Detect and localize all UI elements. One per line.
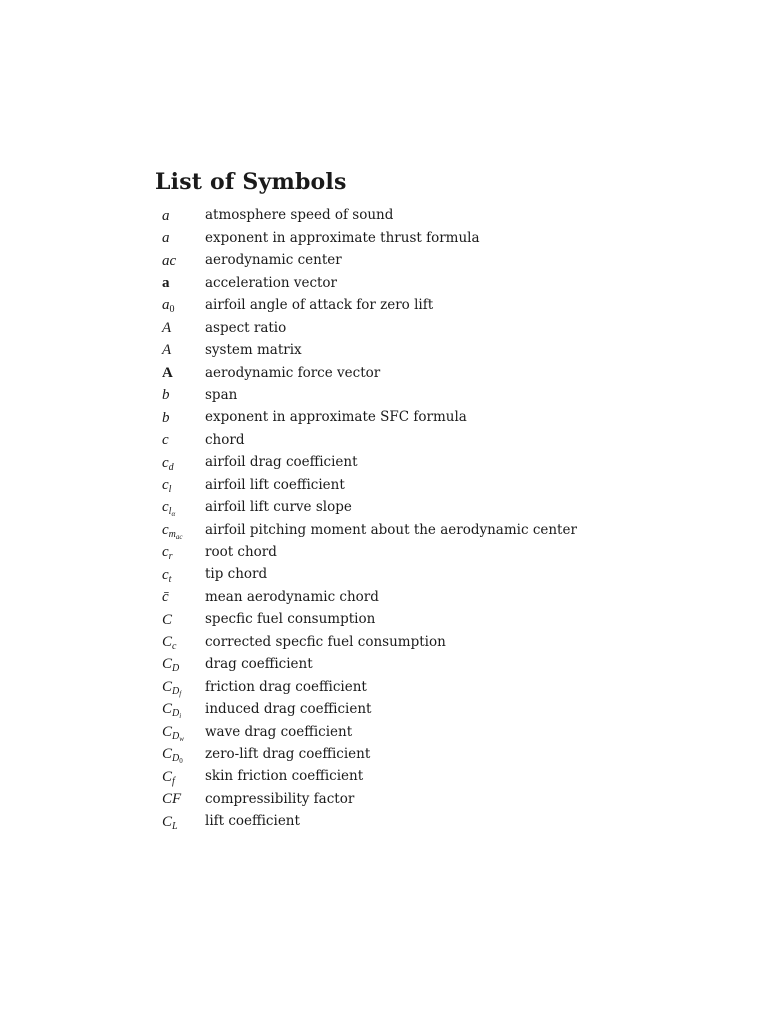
symbol-description: system matrix <box>205 342 302 359</box>
symbol-description: exponent in approximate thrust formula <box>205 229 480 246</box>
symbol-description: airfoil pitching moment about the aerodynamic center <box>205 521 577 538</box>
symbol-description: acceleration vector <box>205 274 338 291</box>
symbol <box>162 792 205 807</box>
symbol <box>162 723 205 743</box>
symbol-description: aerodynamic force vector <box>205 364 381 381</box>
symbol-base: C <box>162 813 173 830</box>
symbol-base: C <box>162 701 173 718</box>
symbol-description: root chord <box>205 544 277 561</box>
symbol-subscript: d <box>168 461 174 473</box>
symbol <box>162 276 205 291</box>
symbol <box>162 590 205 605</box>
symbol-subscript: c <box>172 641 177 653</box>
symbol-description: airfoil drag coefficient <box>205 454 358 471</box>
symbol-subscript: f <box>172 775 175 787</box>
symbol-sub-subscript: w <box>179 734 184 743</box>
symbol-description: friction drag coefficient <box>205 678 367 695</box>
symbol-row <box>162 811 577 833</box>
symbol <box>162 254 205 269</box>
symbol-base: c <box>162 499 169 516</box>
symbol <box>162 499 205 519</box>
symbol-sub-subscript: α <box>171 510 176 519</box>
symbol-sub-subscript: i <box>179 712 182 721</box>
symbol-base: C <box>162 678 173 695</box>
symbol-row <box>162 272 577 294</box>
symbol-description: specfic fuel consumption <box>205 611 376 628</box>
symbol <box>162 366 205 381</box>
symbol-sub-subscript: 0 <box>179 757 183 766</box>
symbol <box>162 343 205 358</box>
symbol-row <box>162 205 577 227</box>
symbol-row <box>162 699 577 721</box>
symbol-row <box>162 227 577 249</box>
symbol <box>162 613 205 628</box>
symbol-description: zero-lift drag coefficient <box>205 745 371 762</box>
symbol-row <box>162 295 577 317</box>
symbol-row <box>162 744 577 766</box>
symbol-base: c̄ <box>162 589 169 606</box>
symbol-subscript: r <box>168 551 173 563</box>
symbol-subscript: l <box>168 483 172 495</box>
symbol-base: c <box>162 521 169 538</box>
symbol-base: C <box>162 656 173 673</box>
symbol-base: c <box>162 544 169 561</box>
symbol <box>162 231 205 246</box>
symbol-base: a <box>162 230 170 247</box>
symbol-row <box>162 654 577 676</box>
symbol-description: airfoil angle of attack for zero lift <box>205 297 434 314</box>
symbol <box>162 544 205 563</box>
symbol-row <box>162 362 577 384</box>
symbol-row <box>162 250 577 272</box>
symbol-row <box>162 474 577 496</box>
symbol-row <box>162 542 577 564</box>
symbol-row <box>162 407 577 429</box>
symbol-base: CF <box>162 791 182 808</box>
symbol-base: c <box>162 566 169 583</box>
symbol-base: C <box>162 634 173 651</box>
symbol <box>162 701 205 721</box>
symbol-row <box>162 429 577 451</box>
symbol-row <box>162 631 577 653</box>
symbol-description: chord <box>205 431 245 448</box>
symbol <box>162 297 205 316</box>
symbol-subscript: 0 <box>169 304 175 316</box>
page-title: List of Symbols <box>155 168 347 195</box>
symbol-base: c <box>162 454 169 471</box>
symbol-description: wave drag coefficient <box>205 723 353 740</box>
symbol-sub-subscript: ac <box>175 532 183 541</box>
symbol <box>162 656 205 675</box>
symbol <box>162 678 205 698</box>
symbol <box>162 433 205 448</box>
symbol-description: tip chord <box>205 566 268 583</box>
symbol-subscript: D0 <box>172 753 183 766</box>
symbol <box>162 478 205 493</box>
symbol-base: a <box>162 275 170 292</box>
symbol-subscript: t <box>168 573 172 585</box>
symbol-description: induced drag coefficient <box>205 701 372 718</box>
symbol-base: A <box>162 364 173 381</box>
symbol-base: C <box>162 768 173 785</box>
symbol-row <box>162 385 577 407</box>
symbol-description: mean aerodynamic chord <box>205 588 379 605</box>
symbol-subscript: Df <box>172 685 182 698</box>
symbol-row <box>162 564 577 586</box>
symbol-subscript: lα <box>168 506 176 519</box>
symbol-row <box>162 586 577 608</box>
symbol-description: span <box>205 386 238 403</box>
symbol-description: exponent in approximate SFC formula <box>205 409 467 426</box>
symbol-description: corrected specfic fuel consumption <box>205 633 446 650</box>
symbol-subscript: Dw <box>172 730 184 743</box>
symbol <box>162 568 205 583</box>
symbol-base: a <box>162 297 170 314</box>
symbol-row <box>162 676 577 698</box>
symbol-subscript: D <box>172 663 180 675</box>
symbol-base: c <box>162 476 169 493</box>
symbol-row <box>162 452 577 474</box>
symbol-base: b <box>162 409 170 426</box>
symbol <box>162 456 205 471</box>
symbol <box>162 388 205 403</box>
symbol-base: C <box>162 611 173 628</box>
symbol-row <box>162 340 577 362</box>
symbol-base: A <box>162 319 172 336</box>
symbol-description: aerodynamic center <box>205 252 342 269</box>
symbol-row <box>162 609 577 631</box>
symbol-description: skin friction coefficient <box>205 768 364 785</box>
symbol <box>162 634 205 653</box>
symbol-row <box>162 317 577 339</box>
symbol-subscript: Di <box>172 708 182 721</box>
symbol <box>162 815 205 830</box>
symbol-row <box>162 766 577 788</box>
symbol-base: b <box>162 387 170 404</box>
symbol-base: ac <box>162 252 177 269</box>
symbol-base: a <box>162 207 170 224</box>
symbol-row <box>162 721 577 743</box>
symbol-description: aspect ratio <box>205 319 287 336</box>
symbol-description: compressibility factor <box>205 790 355 807</box>
symbol-subscript: mac <box>168 528 183 541</box>
symbol-list <box>162 205 577 833</box>
symbol <box>162 321 205 336</box>
symbol-base: c <box>162 432 169 449</box>
symbol-base: C <box>162 746 173 763</box>
symbol-description: lift coefficient <box>205 813 300 830</box>
symbol-row <box>162 497 577 519</box>
symbol-description: airfoil lift coefficient <box>205 476 345 493</box>
symbol <box>162 411 205 426</box>
symbol <box>162 521 205 541</box>
symbol-description: atmosphere speed of sound <box>205 207 394 224</box>
symbol <box>162 209 205 224</box>
symbol-row <box>162 788 577 810</box>
symbol <box>162 746 205 766</box>
symbol-description: airfoil lift curve slope <box>205 499 352 516</box>
symbol-description: drag coefficient <box>205 656 313 673</box>
symbol <box>162 770 205 785</box>
symbol-base: A <box>162 342 172 359</box>
symbol-base: C <box>162 723 173 740</box>
symbol-row <box>162 519 577 541</box>
symbol-subscript: L <box>172 820 178 832</box>
symbol-sub-subscript: f <box>179 689 182 698</box>
